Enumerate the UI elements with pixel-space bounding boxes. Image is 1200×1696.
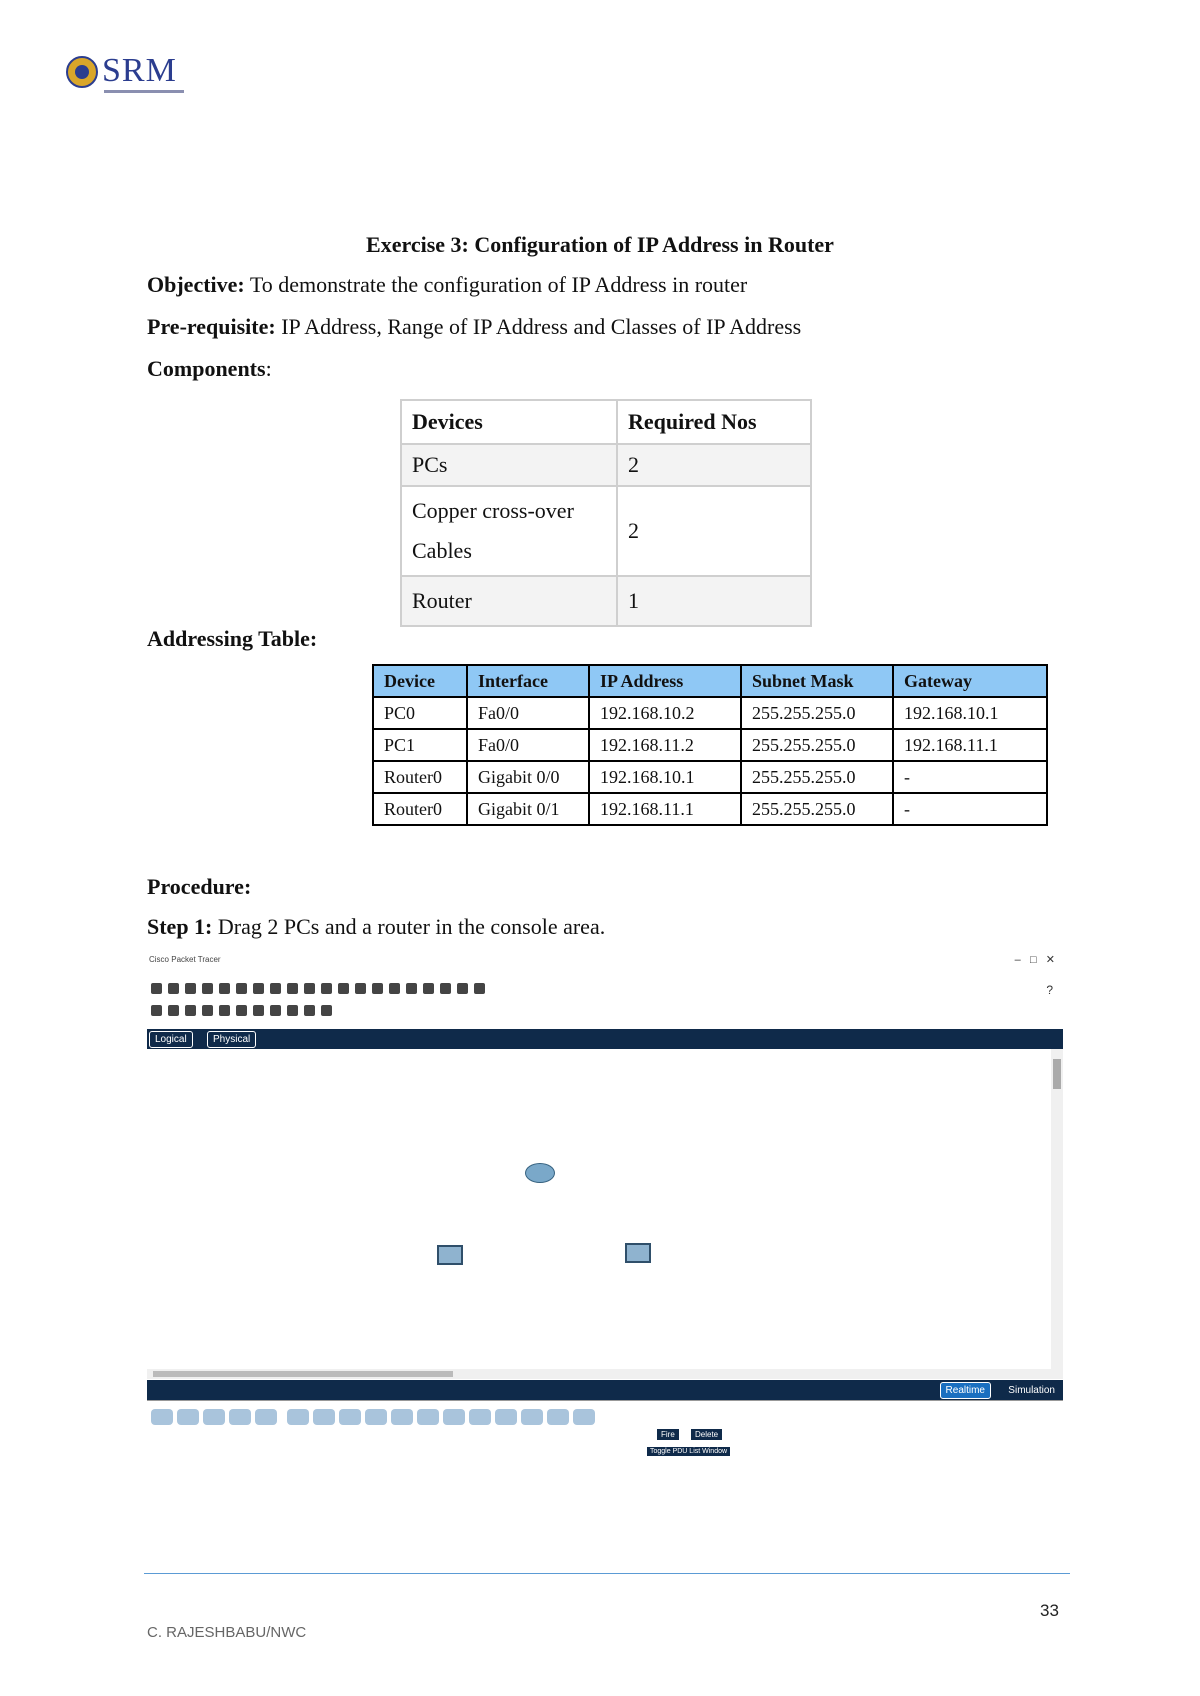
footer-author: C. RAJESHBABU/NWC (147, 1624, 307, 1641)
logo-tagline (104, 90, 184, 93)
step-1 (147, 914, 605, 940)
device-category-icons[interactable] (151, 1409, 277, 1425)
pt-device-panel (147, 1400, 1063, 1472)
cell-interface: Fa0/0 (467, 697, 589, 729)
table-row (401, 444, 811, 486)
header-devices: Devices (401, 400, 617, 444)
prerequisite-text: IP Address, Range of IP Address and Classes of IP Address (275, 314, 802, 339)
pt-horizontal-scrollbar[interactable] (147, 1369, 1063, 1379)
procedure-label: Procedure: (147, 874, 252, 899)
pc0-device[interactable] (437, 1245, 463, 1265)
pt-workspace[interactable] (147, 1049, 1051, 1369)
cell-ip: 192.168.10.2 (589, 697, 741, 729)
cell-ip: 192.168.11.2 (589, 729, 741, 761)
cell-interface: Fa0/0 (467, 729, 589, 761)
header-ip-address: IP Address (589, 665, 741, 697)
cell-device: PCs (401, 444, 617, 486)
pc-icon (437, 1245, 463, 1265)
header-required-nos: Required Nos (617, 400, 811, 444)
cell-nos: 2 (617, 486, 811, 576)
simulation-button[interactable]: Simulation (1002, 1382, 1061, 1399)
cell-device: Router0 (373, 793, 467, 825)
pt-workspace-bar (147, 1029, 1063, 1049)
pt-titlebar (147, 953, 1063, 969)
pt-window-controls[interactable]: – □ ✕ (1014, 954, 1055, 966)
page-title: Exercise 3: Configuration of IP Address in Router (366, 232, 834, 257)
table-header-row (373, 665, 1047, 697)
logo-text: SRM (102, 52, 177, 89)
header-interface: Interface (467, 665, 589, 697)
table-row (401, 576, 811, 626)
components-label: Components (147, 356, 266, 381)
router-device[interactable] (525, 1163, 555, 1183)
footer-rule (144, 1573, 1070, 1574)
procedure-heading (147, 874, 251, 900)
cell-gateway: - (893, 761, 1047, 793)
step1-text: Drag 2 PCs and a router in the console area. (212, 914, 606, 939)
pt-secondary-toolbar[interactable] (151, 1005, 332, 1019)
delete-button[interactable]: Delete (691, 1429, 722, 1440)
packet-tracer-screenshot (147, 953, 1063, 1471)
table-row (373, 729, 1047, 761)
cell-device: Router0 (373, 761, 467, 793)
components-heading (147, 356, 272, 382)
components-colon: : (265, 356, 272, 381)
srm-logo (66, 50, 186, 96)
cell-interface: Gigabit 0/0 (467, 761, 589, 793)
cell-ip: 192.168.10.1 (589, 761, 741, 793)
cell-mask: 255.255.255.0 (741, 761, 893, 793)
pt-main-toolbar[interactable] (151, 983, 485, 997)
header-subnet-mask: Subnet Mask (741, 665, 893, 697)
table-row (373, 761, 1047, 793)
cell-mask: 255.255.255.0 (741, 793, 893, 825)
cell-device: PC0 (373, 697, 467, 729)
pt-help-button[interactable]: ? (1046, 983, 1053, 997)
cell-mask: 255.255.255.0 (741, 697, 893, 729)
fire-button[interactable]: Fire (657, 1429, 679, 1440)
cell-gateway: - (893, 793, 1047, 825)
prerequisite-label: Pre-requisite: (147, 314, 276, 339)
srm-seal-icon (66, 56, 98, 88)
addressing-label: Addressing Table: (147, 626, 318, 651)
addressing-table (372, 664, 1048, 826)
cell-device-line1: Copper cross-over (412, 498, 574, 523)
objective-label: Objective: (147, 272, 245, 297)
page-number: 33 (1040, 1601, 1059, 1620)
toggle-pdu-button[interactable]: Toggle PDU List Window (647, 1447, 730, 1456)
table-row (401, 486, 811, 576)
table-row (373, 793, 1047, 825)
header-device: Device (373, 665, 467, 697)
table-header-row (401, 400, 811, 444)
objective-text: To demonstrate the configuration of IP Address in router (244, 272, 748, 297)
cell-device (401, 486, 617, 576)
cell-ip: 192.168.11.1 (589, 793, 741, 825)
cell-device: Router (401, 576, 617, 626)
header-gateway: Gateway (893, 665, 1047, 697)
components-table (400, 399, 812, 627)
cell-interface: Gigabit 0/1 (467, 793, 589, 825)
pt-time-bar (147, 1380, 1063, 1400)
table-row (373, 697, 1047, 729)
prerequisite (147, 314, 801, 340)
tab-physical[interactable]: Physical (207, 1031, 256, 1048)
cell-gateway: 192.168.10.1 (893, 697, 1047, 729)
pt-window-title: Cisco Packet Tracer (149, 955, 221, 964)
cell-mask: 255.255.255.0 (741, 729, 893, 761)
tab-logical[interactable]: Logical (149, 1031, 193, 1048)
cell-gateway: 192.168.11.1 (893, 729, 1047, 761)
router-icon (525, 1163, 555, 1183)
cell-device: PC1 (373, 729, 467, 761)
step1-label: Step 1: (147, 914, 213, 939)
realtime-button[interactable]: Realtime (940, 1382, 991, 1399)
pc-icon (625, 1243, 651, 1263)
pc1-device[interactable] (625, 1243, 651, 1263)
device-model-icons[interactable] (287, 1409, 595, 1425)
objective (147, 272, 747, 298)
cell-nos: 2 (617, 444, 811, 486)
pt-vertical-scrollbar[interactable] (1051, 1049, 1063, 1369)
addressing-heading (147, 626, 317, 652)
cell-device-line2: Cables (412, 538, 472, 563)
cell-nos: 1 (617, 576, 811, 626)
